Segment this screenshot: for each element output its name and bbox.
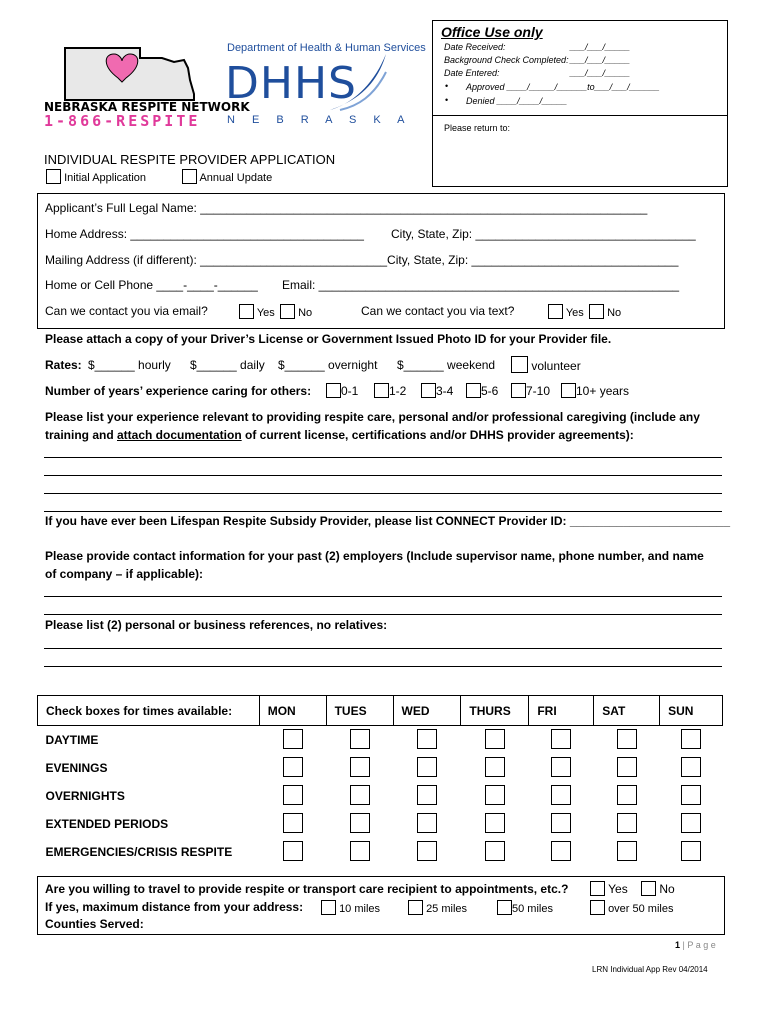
answer-line[interactable]	[44, 648, 722, 649]
distance-over-50-checkbox[interactable]	[590, 900, 605, 915]
availability-checkbox[interactable]	[551, 841, 571, 861]
travel-yes-option[interactable]	[590, 881, 628, 896]
exp-label: 5-6	[481, 384, 499, 398]
distance-label-over-50: over 50 miles	[608, 903, 674, 915]
availability-checkbox[interactable]	[283, 841, 303, 861]
answer-line[interactable]	[44, 475, 722, 476]
availability-checkbox[interactable]	[417, 729, 437, 749]
dhhs-state: N E B R A S K A	[227, 114, 412, 126]
approved-line: Approved ____/_____/______to___/___/______	[466, 82, 660, 92]
availability-checkbox[interactable]	[417, 757, 437, 777]
exp-option-10-plus[interactable]	[561, 383, 629, 398]
day-header-tues: TUES	[326, 696, 393, 726]
exp-label: 7-10	[526, 384, 551, 398]
distance-label-10: 10 miles	[339, 903, 381, 915]
availability-checkbox[interactable]	[283, 729, 303, 749]
experience-question-line2	[45, 428, 634, 442]
contact-text-yes[interactable]	[548, 304, 584, 319]
yes-label: Yes	[565, 307, 584, 319]
availability-checkbox[interactable]	[617, 785, 637, 805]
experience-question-part: training and	[45, 428, 117, 442]
bullet-icon: •	[445, 81, 449, 91]
availability-header-row	[38, 696, 723, 726]
volunteer-checkbox[interactable]	[511, 356, 528, 373]
employers-question-line1: Please provide contact information for your past (2) employers (Include supervisor name, phone number, and name	[45, 549, 704, 563]
answer-line[interactable]	[44, 614, 722, 615]
revision-note: LRN Individual App Rev 04/2014	[592, 965, 708, 974]
home-address-field[interactable]: Home Address: ___________________________________	[45, 227, 364, 241]
rate-daily-field[interactable]: $______ daily	[190, 358, 265, 372]
availability-checkbox[interactable]	[681, 841, 701, 861]
dhhs-swoosh-icon	[330, 52, 388, 112]
employers-question-line2: of company – if applicable):	[45, 567, 204, 581]
day-header-sat: SAT	[594, 696, 660, 726]
full-name-field[interactable]: Applicant’s Full Legal Name: ___________________________________________________________________	[45, 201, 648, 215]
denied-line: Denied ____/____/_____	[466, 96, 568, 106]
availability-checkbox[interactable]	[681, 757, 701, 777]
availability-row-emergencies	[38, 838, 723, 866]
availability-row-overnights	[38, 782, 723, 810]
availability-checkbox[interactable]	[485, 785, 505, 805]
distance-50-option[interactable]	[497, 900, 553, 915]
availability-checkbox[interactable]	[350, 813, 370, 833]
contact-text-question: Can we contact you via text?	[361, 304, 515, 318]
initial-application-option[interactable]	[46, 169, 146, 184]
page-number: 1 | P a g e	[675, 940, 716, 950]
yes-label: Yes	[256, 307, 275, 319]
answer-line[interactable]	[44, 493, 722, 494]
bg-check-blank: ___/___/_____	[570, 55, 631, 65]
volunteer-option[interactable]	[511, 356, 581, 373]
return-address-box	[432, 114, 728, 187]
row-label-overnights: OVERNIGHTS	[45, 789, 125, 803]
day-header-sun: SUN	[660, 696, 723, 726]
exp-label: 1-2	[389, 384, 407, 398]
exp-label: 10+ years	[576, 384, 630, 398]
no-label: No	[298, 307, 313, 319]
rate-overnight-field[interactable]: $______ overnight	[278, 358, 378, 372]
availability-checkbox[interactable]	[350, 729, 370, 749]
availability-checkbox[interactable]	[485, 841, 505, 861]
experience-question-part: of current license, certifications and/or DHHS provider agreements):	[241, 428, 634, 442]
volunteer-label: volunteer	[531, 359, 581, 373]
nebraska-map-icon	[62, 44, 197, 102]
distance-label-25: 25 miles	[426, 903, 468, 915]
distance-10-checkbox[interactable]	[321, 900, 336, 915]
return-to-label: Please return to:	[444, 123, 511, 133]
exp-option-5-6[interactable]	[466, 383, 498, 398]
office-use-title: Office Use only	[441, 24, 543, 40]
answer-line[interactable]	[44, 457, 722, 458]
distance-50-checkbox[interactable]	[497, 900, 512, 915]
answer-line[interactable]	[44, 511, 722, 512]
nrn-name: NEBRASKA RESPITE NETWORK	[44, 100, 250, 114]
distance-label-50: 50 miles	[512, 903, 553, 915]
page-word: P a g e	[687, 940, 716, 950]
availability-header-label: Check boxes for times available:	[38, 696, 260, 726]
attach-documentation-text: attach documentation	[117, 428, 242, 442]
office-use-box	[432, 20, 728, 116]
distance-25-option[interactable]	[408, 900, 467, 915]
row-label-emergencies: EMERGENCIES/CRISIS RESPITE	[45, 845, 233, 859]
references-question: Please list (2) personal or business references, no relatives:	[45, 618, 388, 632]
row-label-daytime: DAYTIME	[45, 733, 99, 747]
no-label: No	[607, 307, 622, 319]
form-title: INDIVIDUAL RESPITE PROVIDER APPLICATION	[44, 152, 336, 167]
exp-label: 0-1	[341, 384, 359, 398]
exp-1-2-checkbox[interactable]	[374, 383, 389, 398]
availability-row-extended	[38, 810, 723, 838]
contact-text-yes-checkbox[interactable]	[548, 304, 563, 319]
availability-checkbox[interactable]	[350, 785, 370, 805]
exp-3-4-checkbox[interactable]	[421, 383, 436, 398]
availability-checkbox[interactable]	[417, 813, 437, 833]
annual-update-checkbox[interactable]	[182, 169, 197, 184]
counties-served-field[interactable]: Counties Served:	[45, 917, 144, 931]
availability-checkbox[interactable]	[681, 785, 701, 805]
annual-update-option[interactable]	[182, 169, 272, 184]
exp-option-7-10[interactable]	[511, 383, 550, 398]
initial-application-label: Initial Application	[64, 172, 147, 184]
distance-label: If yes, maximum distance from your address:	[45, 900, 304, 914]
contact-email-no-checkbox[interactable]	[280, 304, 295, 319]
availability-checkbox[interactable]	[617, 841, 637, 861]
dhhs-department: Department of Health & Human Services	[227, 42, 426, 54]
contact-email-no[interactable]	[280, 304, 312, 319]
experience-years-label: Number of years’ experience caring for others:	[45, 384, 312, 398]
travel-question: Are you willing to travel to provide respite or transport care recipient to appointments, etc.?	[45, 882, 569, 896]
exp-option-1-2[interactable]	[374, 383, 406, 398]
mailing-address-field[interactable]: Mailing Address (if different): ____________________________City, State, Zip: _______________________________	[45, 253, 679, 267]
availability-checkbox[interactable]	[617, 757, 637, 777]
availability-checkbox[interactable]	[681, 729, 701, 749]
availability-table	[37, 695, 723, 866]
day-header-thurs: THURS	[461, 696, 529, 726]
row-label-evenings: EVENINGS	[45, 761, 108, 775]
yes-label: Yes	[608, 882, 628, 896]
availability-checkbox[interactable]	[350, 757, 370, 777]
contact-email-yes-checkbox[interactable]	[239, 304, 254, 319]
travel-no-option[interactable]	[641, 881, 675, 896]
availability-checkbox[interactable]	[617, 729, 637, 749]
connect-provider-id-field[interactable]: If you have ever been Lifespan Respite Subsidy Provider, please list CONNECT Provider ID: ________________________	[45, 514, 730, 528]
contact-text-no-checkbox[interactable]	[589, 304, 604, 319]
bullet-icon: •	[445, 95, 449, 105]
exp-0-1-checkbox[interactable]	[326, 383, 341, 398]
distance-25-checkbox[interactable]	[408, 900, 423, 915]
distance-over-50-option[interactable]	[590, 900, 673, 915]
rates-label: Rates:	[45, 358, 82, 372]
availability-checkbox[interactable]	[617, 813, 637, 833]
availability-checkbox[interactable]	[485, 813, 505, 833]
contact-email-yes[interactable]	[239, 304, 275, 319]
exp-5-6-checkbox[interactable]	[466, 383, 481, 398]
travel-yes-checkbox[interactable]	[590, 881, 605, 896]
rates-row	[45, 358, 82, 372]
availability-checkbox[interactable]	[551, 785, 571, 805]
exp-7-10-checkbox[interactable]	[511, 383, 526, 398]
page-number-value: 1	[675, 940, 681, 950]
availability-checkbox[interactable]	[681, 813, 701, 833]
nrn-phone: 1-866-RESPITE	[44, 112, 201, 130]
availability-checkbox[interactable]	[417, 841, 437, 861]
answer-line[interactable]	[44, 596, 722, 597]
day-header-wed: WED	[393, 696, 461, 726]
availability-checkbox[interactable]	[283, 757, 303, 777]
contact-email-question: Can we contact you via email?	[45, 304, 208, 318]
no-label: No	[659, 882, 675, 896]
city-state-zip-field[interactable]: City, State, Zip: _________________________________	[391, 227, 696, 241]
email-field[interactable]: Email: ______________________________________________________	[282, 278, 680, 292]
dhhs-acronym: DHHS	[225, 58, 357, 109]
availability-checkbox[interactable]	[350, 841, 370, 861]
exp-option-0-1[interactable]	[326, 383, 358, 398]
availability-checkbox[interactable]	[283, 813, 303, 833]
rate-weekend-field[interactable]: $______ weekend	[397, 358, 496, 372]
attach-id-notice: Please attach a copy of your Driver’s License or Government Issued Photo ID for your Provider file.	[45, 332, 612, 346]
availability-checkbox[interactable]	[283, 785, 303, 805]
distance-10-option[interactable]	[321, 900, 380, 915]
date-entered-label: Date Entered:	[444, 68, 500, 78]
availability-row-daytime	[38, 726, 723, 755]
row-label-extended: EXTENDED PERIODS	[45, 817, 169, 831]
availability-row-evenings	[38, 754, 723, 782]
availability-checkbox[interactable]	[485, 729, 505, 749]
rate-hourly-field[interactable]: $______ hourly	[88, 358, 171, 372]
travel-no-checkbox[interactable]	[641, 881, 656, 896]
exp-option-3-4[interactable]	[421, 383, 453, 398]
answer-line[interactable]	[44, 666, 722, 667]
experience-question-line1: Please list your experience relevant to providing respite care, personal and/or professional caregiving (include any	[45, 410, 700, 424]
availability-checkbox[interactable]	[485, 757, 505, 777]
exp-10-plus-checkbox[interactable]	[561, 383, 576, 398]
initial-application-checkbox[interactable]	[46, 169, 61, 184]
availability-checkbox[interactable]	[417, 785, 437, 805]
date-entered-blank: ___/___/_____	[570, 68, 631, 78]
contact-text-no[interactable]	[589, 304, 621, 319]
date-received-label: Date Received:	[444, 42, 506, 52]
exp-label: 3-4	[436, 384, 454, 398]
annual-update-label: Annual Update	[199, 172, 273, 184]
day-header-fri: FRI	[529, 696, 594, 726]
availability-checkbox[interactable]	[551, 729, 571, 749]
phone-field[interactable]: Home or Cell Phone ____-____-______	[45, 278, 258, 292]
bg-check-label: Background Check Completed:	[444, 55, 569, 65]
day-header-mon: MON	[259, 696, 326, 726]
availability-checkbox[interactable]	[551, 757, 571, 777]
date-received-blank: ___/___/_____	[570, 42, 631, 52]
availability-checkbox[interactable]	[551, 813, 571, 833]
